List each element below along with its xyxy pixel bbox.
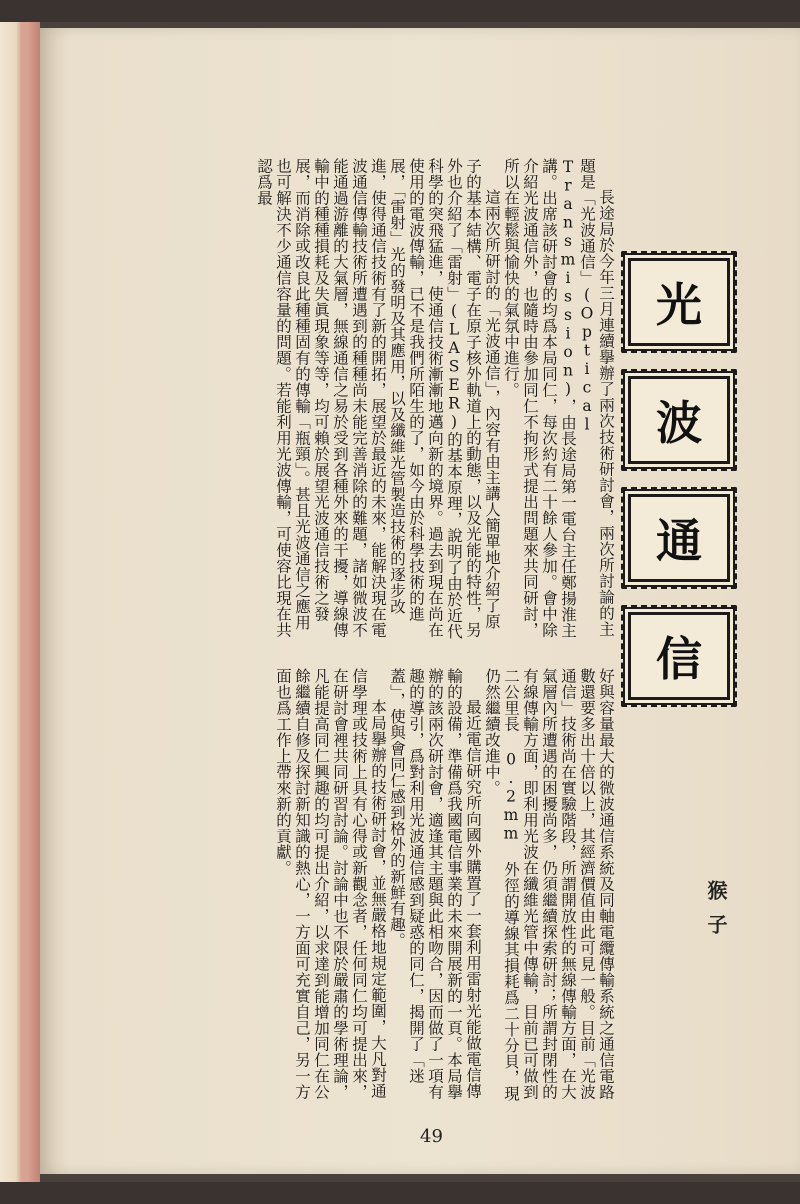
paragraph: 好與容量最大的微波通信系統及同軸電纜傳輸系統之通信電路數還要多出十倍以上，其經濟價值由此可見一般。目前「光波通信」技術尚在實驗階段，所謂開放性的無線傳輸方面，在大氣層內所遭遇的困擾尚多，仍須繼續探索研討；所謂封閉性的有線傳輸方面，即利用光波在纖維光管中傳輸，目前已可做到二公里長 0.2mm 外徑的導線其損耗爲二十分貝，現仍然繼續改進中。 — [483, 668, 615, 1102]
title-char: 信 — [656, 632, 702, 686]
title-char: 波 — [656, 396, 702, 450]
paragraph: 這兩次所研討的「光波通信」，內容有由主講人簡單地介紹了原子的基本結構、電子在原子核外軌道上的動態，以及光能的特性，另外也介紹了「雷射」(LASER)的基本原理，說明了由於近代科學的突飛猛進，使通信技術漸漸地邁向新的境界。過去到現在尚在使用的電波傳輸，已不是我們所陌生的了，如今由於科學技術的進展，「雷射」光的發明及其應用，以及纖維光管製造技術的逐步改進，使得通信技術有了新的開拓，展望於最近的未來，能解決現在電波通信傳輸技術所遭遇到的種種尚未能完善消除的難題，諸如微波不能通過游離的大氣層，無線通信之易於受到各種外來的干擾，導線傳輸中的種種損耗及失眞現象等等，均可賴於展望光波通信技術之發展，而消除或改良此種種固有的傳輸「瓶頸」。甚且光波通信之應用也可解決不少通信容量的問題。若能利用光波傳輸，可使容比現在共認爲最 — [255, 158, 501, 640]
body-text-bottom — [145, 668, 615, 1108]
title-box-4 — [628, 612, 730, 700]
body-text-top — [145, 158, 615, 643]
page-stack-red-edge — [20, 22, 40, 1182]
title-box-2 — [628, 376, 730, 464]
paragraph: 長途局於今年三月連續擧辦了兩次技術研討會，兩次所討論的主題是「光波通信」(Optical Transmission)，由長途局第一電台主任鄭揚淮主講。出席該研討會的均爲本局同仁，每次約有二十餘人參加。會中除介紹光波通信外，也隨時由參加同仁不拘形式提出問題來共同研討，所以在輕鬆與愉快的氣氛中進行。 — [502, 158, 615, 639]
title-char: 通 — [656, 514, 702, 568]
book — [0, 22, 800, 1182]
page-number: 49 — [420, 1126, 443, 1147]
title-box-3 — [628, 494, 730, 582]
title-box-1 — [628, 258, 730, 346]
author-name: 猴子 — [704, 880, 728, 948]
paragraph: 本局擧辦的技術研討會，並無嚴格地規定範圍，大凡對通信學理或技術上具有心得或新觀念者，任何同仁均可提出來，在研討會裡共同研習討論。討論中也不限於嚴肅的學術理論，凡能提高同仁興趣的均可提出介紹，以求達到能增加同仁在公餘繼續自修及探討新知識的熱心，一方面可充實自己，另一方面也爲工作上帶來新的貢獻。 — [274, 668, 387, 1100]
title-char: 光 — [656, 278, 702, 332]
paragraph: 最近電信研究所向國外購置了一套利用雷射光能做電信傳輸的設備，準備爲我國電信事業的未來開展新的一頁。本局擧辦的該兩次研討會，適逢其主題與此相吻合，因而做了一項有趣的導引，爲對利用光波通信感到疑惑的同仁，揭開了「迷蓋」，使與會同仁感到格外的新鮮有趣。 — [388, 668, 482, 1100]
book-page — [40, 28, 800, 1174]
